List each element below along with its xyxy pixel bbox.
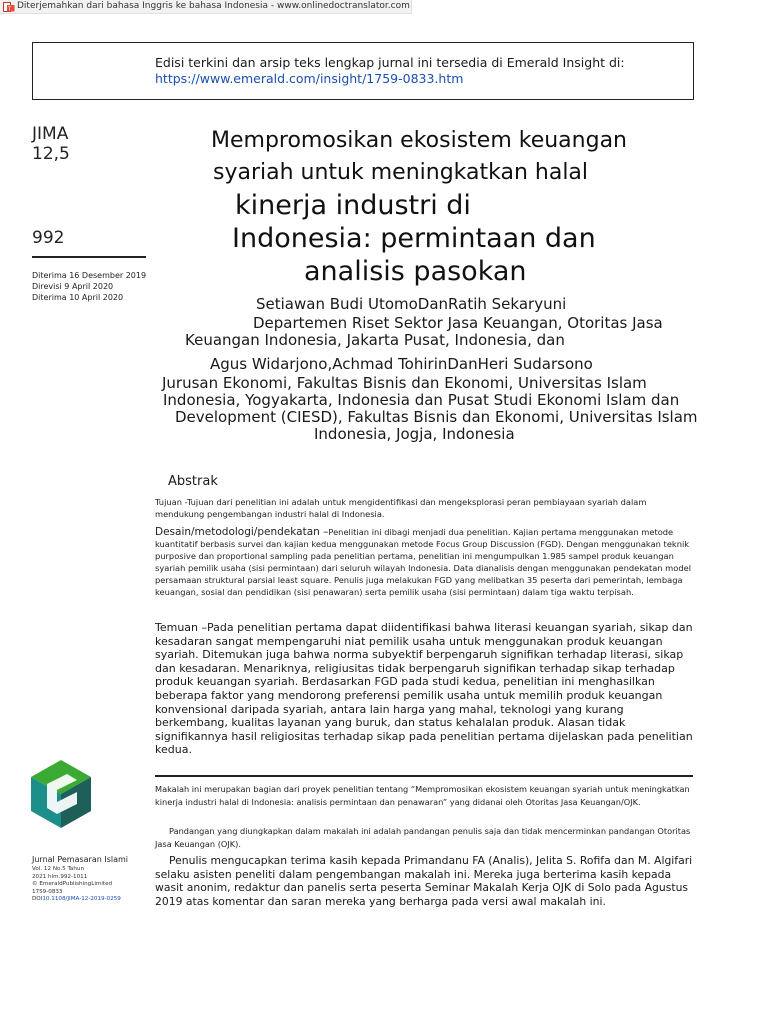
margin-rule <box>32 256 146 258</box>
availability-notice <box>32 42 694 100</box>
notice-link[interactable]: https://www.emerald.com/insight/1759-0833.htm <box>155 71 464 86</box>
title-line-4: Indonesia: permintaan dan <box>232 223 596 254</box>
svg-text:T: T <box>8 6 12 12</box>
journal-meta-line: © EmeraldPublishingLimited <box>32 881 113 888</box>
journal-volume: 12,5 <box>32 144 70 164</box>
journal-citation <box>32 124 70 164</box>
title-line-1: Mempromosikan ekosistem keuangan <box>211 128 627 153</box>
journal-name: Jurnal Pemasaran Islami <box>32 855 129 864</box>
journal-meta <box>32 866 121 904</box>
translator-bar-text[interactable]: Diterjemahkan dari bahasa Inggris ke bahasa Indonesia - www.onlinedoctranslator.com <box>17 1 410 11</box>
journal-meta-line: 1759-0833 <box>32 888 63 895</box>
abstract-design <box>155 526 693 598</box>
journal-abbr: JIMA <box>32 124 69 144</box>
title-line-5: analisis pasokan <box>304 256 527 287</box>
affiliation-1-line-1: Departemen Riset Sektor Jasa Keuangan, Otoritas Jasa <box>253 314 663 332</box>
received-date: Diterima 16 Desember 2019 <box>32 271 147 280</box>
affiliation-2-line-4: Indonesia, Jogja, Indonesia <box>314 425 515 443</box>
article-dates <box>32 270 146 303</box>
journal-meta-line: Vol. 12 No.5 Tahun <box>32 866 84 872</box>
journal-meta-line: 2021 hlm.992-1011 <box>32 873 88 880</box>
title-line-2: syariah untuk meningkatkan halal <box>213 160 589 185</box>
accepted-date: Diterima 10 April 2020 <box>32 293 124 302</box>
author-names-2: Agus Widarjono,Achmad TohirinDanHeri Sudarsono <box>210 355 593 373</box>
abstract-purpose <box>155 496 693 520</box>
notice-text: Edisi terkini dan arsip teks lengkap jurnal ini tersedia di Emerald Insight di: <box>155 55 625 70</box>
title-line-3: kinerja industri di <box>235 190 471 221</box>
footnote-rule <box>155 775 693 777</box>
purpose-text: Tujuan dari penelitian ini adalah untuk mengidentifikasi dan mengeksplorasi peran pembiayaan syariah dalam mendukung pengembangan industri halal di Indonesia. <box>155 497 647 519</box>
page-number: 992 <box>32 228 65 248</box>
translate-doc-icon <box>3 2 15 12</box>
revised-date: Direvisi 9 April 2020 <box>32 282 114 291</box>
translator-bar[interactable] <box>0 0 412 14</box>
doi-prefix: DOI <box>32 896 43 903</box>
design-text: Penelitian ini dibagi menjadi dua penelitian. Kajian pertama menggunakan metode kuantitatif berbasis survei dan kajian kedua menggunakan metode Focus Group Discussion (FGD). Dengan menggunakan teknik purposive dan proportional sampling pada penelitian pertama, penelitian ini mengumpulkan 1.985 sampel produk keuangan syariah pemilik usaha (sisi permintaan) dari seluruh wilayah Indonesia. Data dianalisis dengan menggunakan pendekatan model persamaan struktural parsial least square. Penulis juga melakukan FGD yang melibatkan 35 peserta dari pemerintah, lembaga keuangan, sosial dan pendidikan (sisi penawaran) serta pemilik usaha (sisi permintaan) dalam tiga waktu terpisah. <box>155 527 692 597</box>
author-names-1: Setiawan Budi UtomoDanRatih Sekaryuni <box>256 295 567 313</box>
abstract-findings <box>155 621 693 757</box>
footnote-disclaimer: Pandangan yang diungkapkan dalam makalah ini adalah pandangan penulis saja dan tidak mencerminkan pandangan Otoritas Jasa Keuangan (OJK). <box>155 826 691 849</box>
abstract-heading: Abstrak <box>168 474 218 489</box>
publisher-logo <box>31 760 91 828</box>
doi-link[interactable]: 10.1108/JIMA-12-2019-0259 <box>42 896 121 903</box>
affiliation-2-line-3: Development (CIESD), Fakultas Bisnis dan Ekonomi, Universitas Islam <box>175 408 698 426</box>
design-heading: Desain/metodologi/pendekatan – <box>155 526 329 538</box>
footnote-acknowledgement: Penulis mengucapkan terima kasih kepada Primandanu FA (Analis), Jelita S. Rofifa dan M. Algifari selaku asisten peneliti dalam pengembangan makalah ini. Mereka juga berterima kasih kepada wasit anonim, redaktur dan panelis serta peserta Seminar Makalah Kerja OJK di Solo pada Agustus 2019 atas komentar dan saran mereka yang berharga pada versi awal makalah ini. <box>155 854 693 908</box>
findings-heading: Temuan – <box>155 621 208 634</box>
purpose-heading: Tujuan - <box>155 497 187 507</box>
footnote-funding: Makalah ini merupakan bagian dari proyek penelitian tentang “Mempromosikan ekosistem keuangan syariah untuk meningkatkan kinerja industri halal di Indonesia: analisis permintaan dan penawaran” yang didanai oleh Otoritas Jasa Keuangan/OJK. <box>155 784 690 807</box>
findings-text: Pada penelitian pertama dapat diidentifikasi bahwa literasi keuangan syariah, sikap dan kesadaran sangat mempengaruhi niat pemilik usaha untuk menggunakan produk keuangan syariah. Ditemukan juga bahwa norma subyektif berpengaruh signifikan terhadap literasi, sikap dan kesadaran. Menariknya, religiusitas tidak berpengaruh signifikan terhadap sikap terhadap produk keuangan syariah. Berdasarkan FGD pada studi kedua, penelitian ini menghasilkan beberapa faktor yang mendorong preferensi pemilik usaha untuk memilih produk keuangan konvensional daripada syariah, antara lain harga yang mahal, teknologi yang kurang berkembang, kualitas layanan yang buruk, dan status kehalalan produk. Alasan tidak signifikannya hasil religiositas terhadap sikap pada penelitian pertama dijelaskan pada penelitian kedua. <box>155 621 693 757</box>
affiliation-1-line-2: Keuangan Indonesia, Jakarta Pusat, Indonesia, dan <box>185 331 565 349</box>
affiliation-2-line-1: Jurusan Ekonomi, Fakultas Bisnis dan Ekonomi, Universitas Islam <box>162 374 647 392</box>
affiliation-2-line-2: Indonesia, Yogyakarta, Indonesia dan Pusat Studi Ekonomi Islam dan <box>163 391 680 409</box>
doi-line <box>32 896 121 904</box>
